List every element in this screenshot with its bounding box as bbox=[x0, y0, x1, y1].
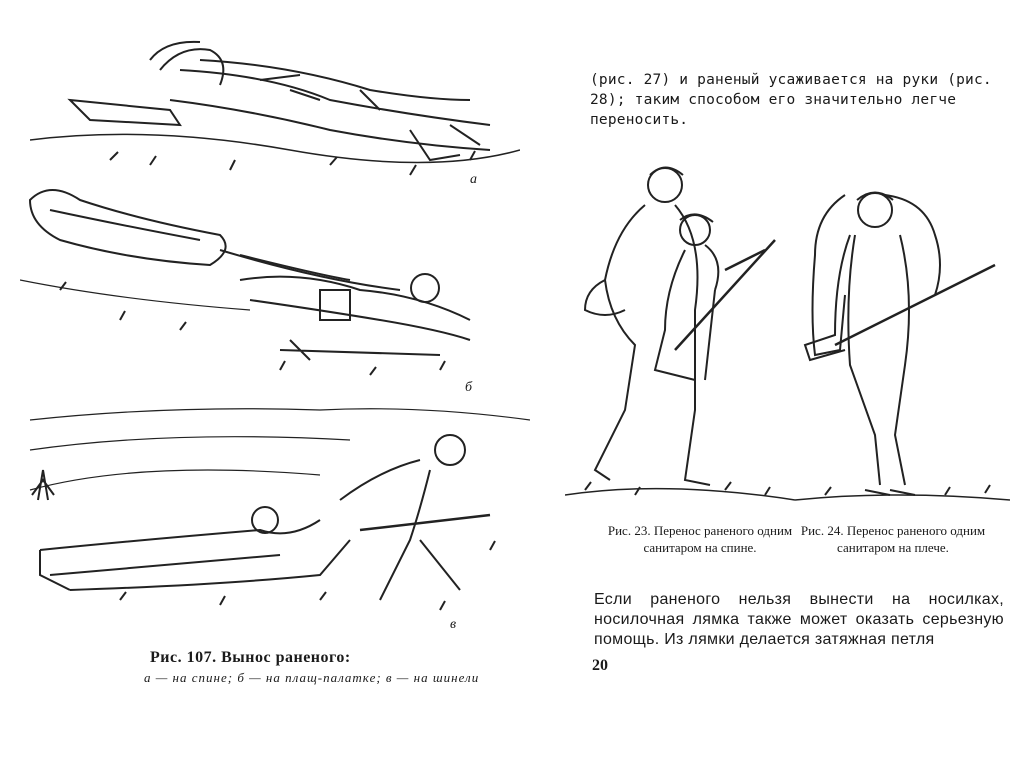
fig107-caption-sub: а — на спине; б — на плащ-палатке; в — на шинели bbox=[144, 670, 480, 685]
fig-letter-v: в bbox=[450, 617, 457, 632]
page-number: 20 bbox=[592, 657, 608, 674]
fig23-caption: Рис. 23. Перенос раненого одним санитаром на спине. bbox=[607, 523, 793, 555]
illustration-fig23 bbox=[565, 160, 795, 510]
illustration-fig107v bbox=[20, 400, 530, 620]
fig-letter-a: а bbox=[470, 172, 477, 187]
illustration-fig107a bbox=[30, 30, 520, 190]
fig107-caption-title: Рис. 107. Вынос раненого: bbox=[150, 649, 351, 666]
body-paragraph: Если раненого нельзя вынести на носилках, носилочная лямка также может оказать серьезную помощь. Из лямки делается затяжная петля bbox=[594, 591, 1004, 648]
illustration-fig24 bbox=[795, 175, 1010, 510]
fig-letter-b: б bbox=[465, 380, 473, 395]
top-paragraph: (рис. 27) и раненый усаживается на руки (рис. 28); таким способом его значительно легче переносить. bbox=[590, 72, 992, 128]
fig24-caption: Рис. 24. Перенос раненого одним санитаром на плече. bbox=[800, 523, 986, 555]
fig107-caption bbox=[144, 648, 490, 688]
illustration-fig107b bbox=[20, 180, 490, 390]
